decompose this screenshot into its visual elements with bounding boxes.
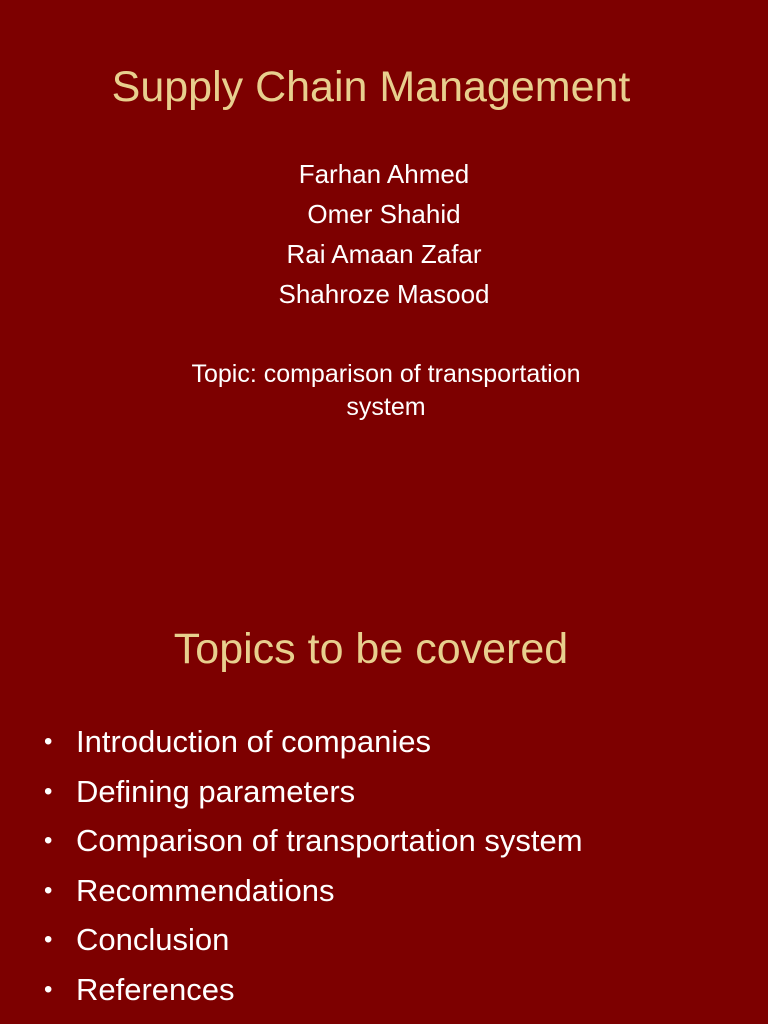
topics-list [0,717,768,1015]
author-name: Omer Shahid [307,199,461,229]
slide-title: Topics to be covered [173,625,569,673]
author-name: Rai Amaan Zafar [286,239,482,269]
list-item-text: Comparison of transportation system [76,823,583,859]
list-item [0,767,768,817]
topic-line-1: Topic: comparison of transportation [191,360,581,388]
bullet-icon: • [44,926,53,954]
list-item [0,717,768,767]
list-item-text: Conclusion [76,922,230,958]
slide-title: Supply Chain Management [111,63,631,111]
author-name: Farhan Ahmed [298,159,470,189]
bullet-icon: • [44,777,53,805]
list-item [0,915,768,965]
list-item-text: References [76,971,235,1007]
list-item-text: Defining parameters [76,773,356,809]
topic-line-2: system [346,393,426,421]
list-item-text: Introduction of companies [76,724,431,759]
bullet-icon: • [44,975,53,1003]
author-name: Shahroze Masood [278,279,490,309]
list-item [0,965,768,1015]
list-item [0,866,768,916]
topic-text [144,358,628,424]
bullet-icon: • [44,876,53,904]
author-list [0,158,768,318]
bullet-icon: • [44,728,53,755]
topics-slide [0,512,768,1024]
list-item-text: Recommendations [76,872,335,908]
bullet-icon: • [44,827,53,855]
list-item [0,816,768,866]
